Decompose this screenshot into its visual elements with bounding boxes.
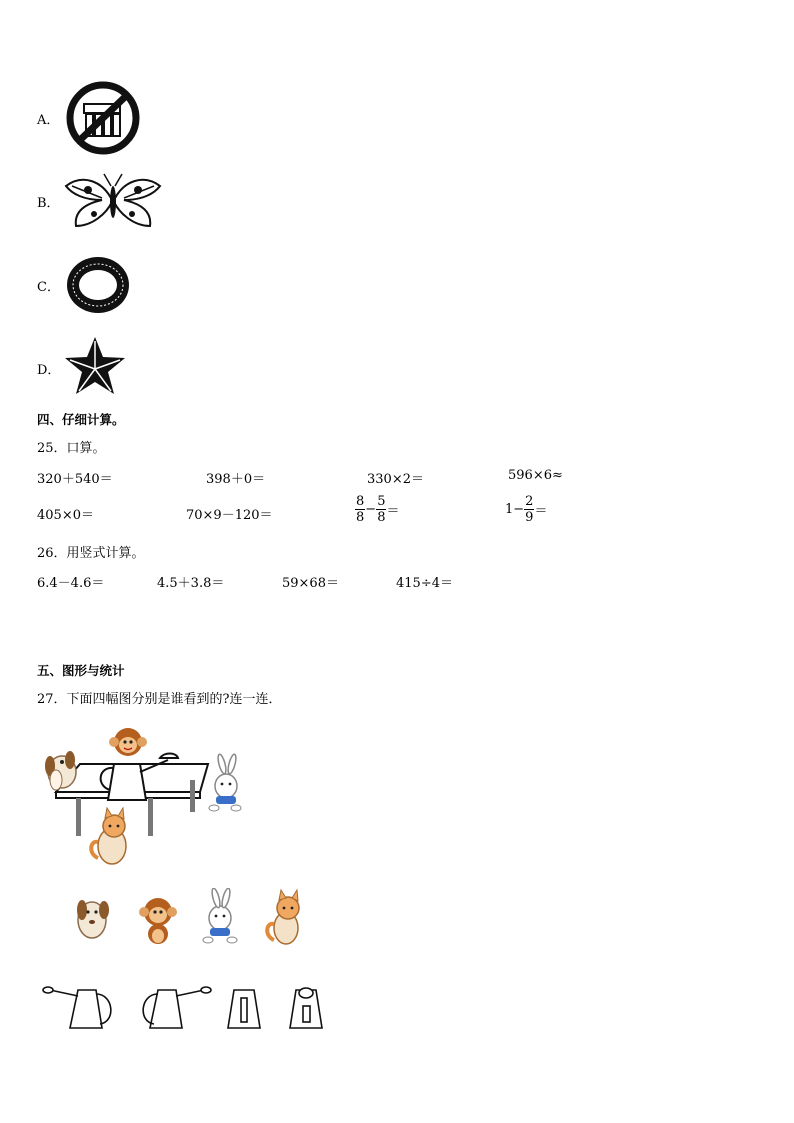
calc-item: 4.5＋3.8＝ (157, 576, 225, 591)
section-4-title: 四、仔细计算。 (37, 412, 125, 427)
equals-sign: ＝ (534, 504, 548, 519)
calc-item: 6.4－4.6＝ (37, 576, 105, 591)
kettle-view-left[interactable] (43, 987, 111, 1028)
section-5-title: 五、图形与统计 (37, 663, 125, 678)
numerator: 2 (525, 494, 534, 509)
fraction (376, 494, 386, 525)
question-27-label: 27．下面四幅图分别是谁看到的?连一连． (37, 692, 282, 707)
kettle-view-right[interactable] (143, 987, 211, 1028)
scene-illustration (40, 720, 260, 870)
equals-sign: ＝ (386, 504, 400, 519)
calc-item: 70×9－120＝ (186, 508, 273, 523)
calc-item: 398＋0＝ (206, 472, 266, 487)
ring-icon (62, 252, 134, 318)
kettle-view-back[interactable] (290, 988, 322, 1028)
calc-item: 330×2＝ (367, 472, 424, 487)
monkey-icon (109, 728, 147, 756)
fraction (355, 494, 365, 525)
rabbit-icon (209, 754, 241, 811)
cat-icon[interactable] (267, 890, 299, 944)
denominator: 8 (377, 510, 386, 525)
animal-row (72, 888, 332, 950)
kettle-views-row (40, 982, 330, 1032)
monkey-icon[interactable] (139, 898, 177, 944)
fraction (524, 494, 534, 525)
option-b-label: B． (37, 196, 60, 211)
rabbit-icon[interactable] (203, 888, 237, 943)
question-26-label: 26．用竖式计算。 (37, 546, 145, 561)
question-25-label: 25．口算。 (37, 441, 106, 456)
calc-item: 320＋540＝ (37, 472, 113, 487)
five-petal-star-icon (62, 333, 128, 399)
fraction-expression (505, 494, 547, 525)
cat-icon (91, 808, 126, 864)
no-fireworks-sign-icon (62, 80, 144, 156)
butterfly-icon (62, 170, 164, 232)
option-c-label: C． (37, 280, 60, 295)
option-d-label: D． (37, 363, 61, 378)
denominator: 8 (356, 510, 365, 525)
numerator: 5 (377, 494, 386, 509)
lead-term: 1− (505, 502, 525, 517)
kettle-view-front[interactable] (228, 990, 260, 1028)
calc-item: 59×68＝ (282, 576, 339, 591)
fraction-expression (355, 494, 399, 525)
calc-item: 405×0＝ (37, 508, 94, 523)
numerator: 8 (356, 494, 365, 509)
dog-icon[interactable] (77, 900, 109, 938)
calc-item: 415÷4＝ (396, 576, 453, 591)
calc-item: 596×6≈ (508, 468, 563, 483)
denominator: 9 (525, 510, 534, 525)
dog-icon (45, 751, 76, 790)
operator: − (365, 502, 377, 517)
option-a-label: A． (37, 113, 60, 128)
